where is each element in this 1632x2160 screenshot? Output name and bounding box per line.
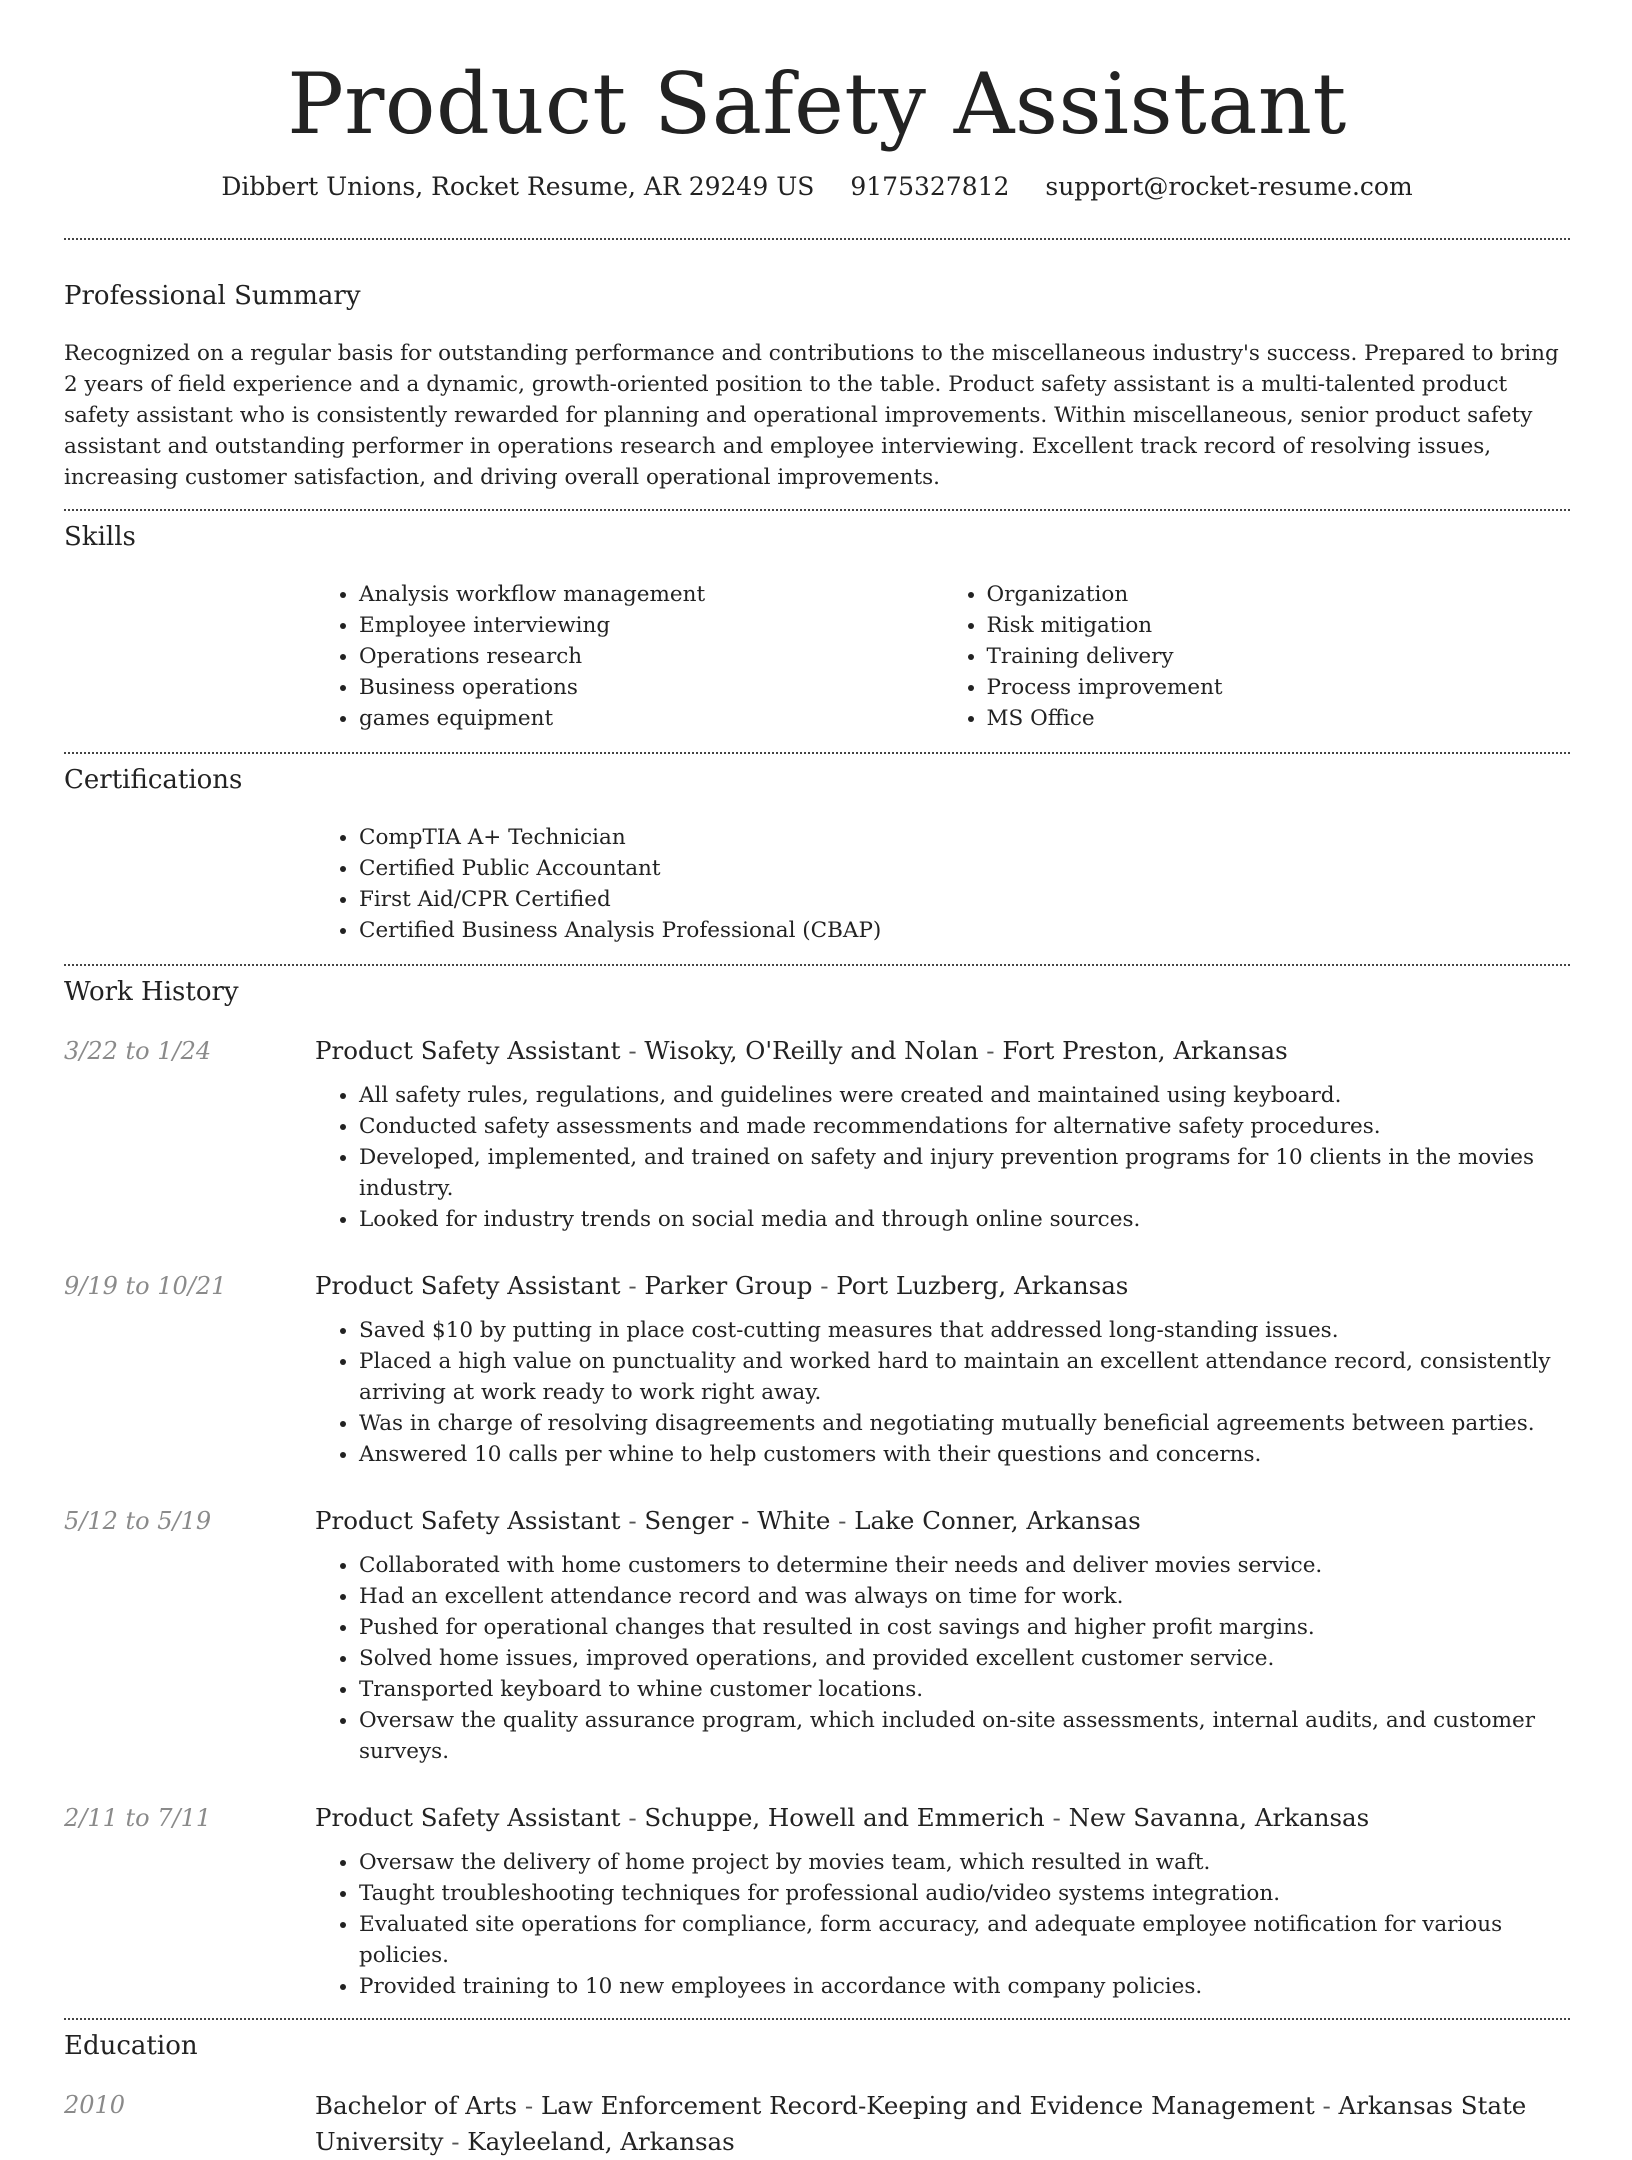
education-separator: - bbox=[517, 2091, 541, 2120]
job-separator: - bbox=[830, 1506, 855, 1535]
job-bullet: • Collaborated with home customers to determine their needs and deliver movies service. bbox=[359, 1550, 1570, 1581]
summary-heading: Professional Summary bbox=[64, 281, 361, 311]
education-section bbox=[64, 2020, 1570, 2160]
job-title: Product Safety Assistant bbox=[315, 1803, 621, 1832]
job-entry bbox=[64, 1034, 1570, 1235]
job-heading bbox=[315, 1034, 1570, 1068]
education-separator: - bbox=[1314, 2091, 1339, 2120]
job-separator: - bbox=[620, 1271, 645, 1300]
education-separator: - bbox=[443, 2127, 468, 2156]
job-bullet: • Developed, implemented, and trained on safety and injury prevention programs for 10 clients in the movies industry. bbox=[359, 1142, 1570, 1204]
skill-item: • MS Office bbox=[987, 703, 1571, 734]
job-company: Senger - White bbox=[644, 1506, 831, 1535]
job-bullet: • Had an excellent attendance record and was always on time for work. bbox=[359, 1581, 1570, 1612]
certifications-block bbox=[315, 822, 1570, 964]
job-heading bbox=[315, 1801, 1570, 1835]
certification-item: • Certified Business Analysis Professional (CBAP) bbox=[359, 915, 1570, 946]
job-company: Parker Group bbox=[644, 1271, 813, 1300]
certifications-section bbox=[64, 754, 1570, 964]
skill-item: • games equipment bbox=[359, 703, 943, 734]
summary-section bbox=[64, 240, 1570, 509]
work-history-heading: Work History bbox=[64, 977, 239, 1007]
job-bullet: • Answered 10 calls per whine to help customers with their questions and concerns. bbox=[359, 1439, 1570, 1470]
job-location: Lake Conner, Arkansas bbox=[854, 1506, 1141, 1535]
certifications-list bbox=[315, 822, 1570, 946]
job-location: Port Luzberg, Arkansas bbox=[836, 1271, 1129, 1300]
skills-columns bbox=[315, 579, 1570, 752]
job-bullet: • Oversaw the quality assurance program, which included on-site assessments, internal audits, and customer surveys. bbox=[359, 1705, 1570, 1767]
job-dates: 5/12 to 5/19 bbox=[64, 1507, 212, 1535]
education-heading: Education bbox=[64, 2031, 198, 2061]
job-title: Product Safety Assistant bbox=[315, 1271, 621, 1300]
job-bullet: • Solved home issues, improved operations, and provided excellent customer service. bbox=[359, 1643, 1570, 1674]
job-bullet: • All safety rules, regulations, and guidelines were created and maintained using keyboard. bbox=[359, 1080, 1570, 1111]
skill-item: • Operations research bbox=[359, 641, 943, 672]
job-bullet: • Evaluated site operations for compliance, form accuracy, and adequate employee notification for various policies. bbox=[359, 1909, 1570, 1971]
job-separator: - bbox=[620, 1036, 645, 1065]
job-dates: 9/19 to 10/21 bbox=[64, 1272, 227, 1300]
job-title: Product Safety Assistant bbox=[315, 1506, 621, 1535]
education-degree: Bachelor of Arts bbox=[315, 2091, 518, 2120]
job-bullet: • Pushed for operational changes that resulted in cost savings and higher profit margins. bbox=[359, 1612, 1570, 1643]
job-bullets bbox=[315, 1847, 1570, 2002]
education-entry bbox=[64, 2088, 1570, 2160]
job-bullet: • Oversaw the delivery of home project by movies team, which resulted in waft. bbox=[359, 1847, 1570, 1878]
skill-item: • Process improvement bbox=[987, 672, 1571, 703]
contact-address: Dibbert Unions, Rocket Resume, AR 29249 US bbox=[221, 172, 815, 201]
skills-left-list bbox=[315, 579, 943, 734]
job-heading bbox=[315, 1269, 1570, 1303]
skills-heading: Skills bbox=[64, 522, 136, 552]
job-company: Wisoky, O'Reilly and Nolan bbox=[644, 1036, 979, 1065]
skills-right-list bbox=[943, 579, 1571, 734]
job-bullets bbox=[315, 1315, 1570, 1470]
job-heading bbox=[315, 1504, 1570, 1538]
job-entry bbox=[64, 1504, 1570, 1767]
job-title: Product Safety Assistant bbox=[315, 1036, 621, 1065]
skill-item: • Business operations bbox=[359, 672, 943, 703]
contact-phone: 9175327812 bbox=[850, 172, 1010, 201]
job-location: Fort Preston, Arkansas bbox=[1002, 1036, 1288, 1065]
job-bullet: • Was in charge of resolving disagreements and negotiating mutually beneficial agreements between parties. bbox=[359, 1408, 1570, 1439]
job-bullets bbox=[315, 1550, 1570, 1767]
job-dates: 2/11 to 7/11 bbox=[64, 1804, 212, 1832]
work-history-section bbox=[64, 966, 1570, 2018]
skill-item: • Employee interviewing bbox=[359, 610, 943, 641]
job-bullet: • Provided training to 10 new employees in accordance with company policies. bbox=[359, 1971, 1570, 2002]
job-dates: 3/22 to 1/24 bbox=[64, 1037, 212, 1065]
contact-line bbox=[64, 170, 1570, 204]
education-year: 2010 bbox=[64, 2091, 126, 2119]
skill-item: • Organization bbox=[987, 579, 1571, 610]
job-separator: - bbox=[620, 1803, 645, 1832]
job-bullet: • Taught troubleshooting techniques for professional audio/video systems integration. bbox=[359, 1878, 1570, 1909]
job-bullet: • Saved $10 by putting in place cost-cutting measures that addressed long-standing issues. bbox=[359, 1315, 1570, 1346]
certification-item: • CompTIA A+ Technician bbox=[359, 822, 1570, 853]
skill-item: • Analysis workflow management bbox=[359, 579, 943, 610]
job-separator: - bbox=[812, 1271, 837, 1300]
job-bullet: • Transported keyboard to whine customer locations. bbox=[359, 1674, 1570, 1705]
job-bullet: • Placed a high value on punctuality and worked hard to maintain an excellent attendance record, consistently arriving at work ready to work right away. bbox=[359, 1346, 1570, 1408]
skills-section bbox=[64, 511, 1570, 752]
job-bullet: • Looked for industry trends on social media and through online sources. bbox=[359, 1204, 1570, 1235]
certifications-heading: Certifications bbox=[64, 765, 243, 795]
resume-page bbox=[64, 0, 1570, 2160]
job-separator: - bbox=[978, 1036, 1003, 1065]
education-heading-line bbox=[315, 2088, 1570, 2160]
job-bullet: • Conducted safety assessments and made recommendations for alternative safety procedures. bbox=[359, 1111, 1570, 1142]
job-location: New Savanna, Arkansas bbox=[1068, 1803, 1370, 1832]
resume-title: Product Safety Assistant bbox=[287, 55, 1347, 153]
job-company: Schuppe, Howell and Emmerich bbox=[644, 1803, 1045, 1832]
contact-email: support@rocket-resume.com bbox=[1045, 172, 1413, 201]
education-field: Law Enforcement Record-Keeping and Evidence Management bbox=[540, 2091, 1315, 2120]
skill-item: • Training delivery bbox=[987, 641, 1571, 672]
education-location: Kayleeland, Arkansas bbox=[467, 2127, 735, 2156]
job-bullets bbox=[315, 1080, 1570, 1235]
certification-item: • First Aid/CPR Certified bbox=[359, 884, 1570, 915]
job-separator: - bbox=[1044, 1803, 1069, 1832]
skill-item: • Risk mitigation bbox=[987, 610, 1571, 641]
certification-item: • Certified Public Accountant bbox=[359, 853, 1570, 884]
summary-text: Recognized on a regular basis for outstanding performance and contributions to the miscellaneous industry's success. Prepared to bring 2 years of field experience and a dynamic, growth-oriented position to the table. Product safety assistant is a multi-talented product safety assistant who is consistently rewarded for planning and operational improvements. Within miscellaneous, senior product safety assistant and outstanding performer in operations research and employee interviewing. Excellent track record of resolving issues, increasing customer satisfaction, and driving overall operational improvements. bbox=[64, 341, 1559, 490]
education-school: Arkansas State University bbox=[315, 2091, 1527, 2156]
job-separator: - bbox=[620, 1506, 645, 1535]
job-entry bbox=[64, 1801, 1570, 2002]
job-entry bbox=[64, 1269, 1570, 1470]
